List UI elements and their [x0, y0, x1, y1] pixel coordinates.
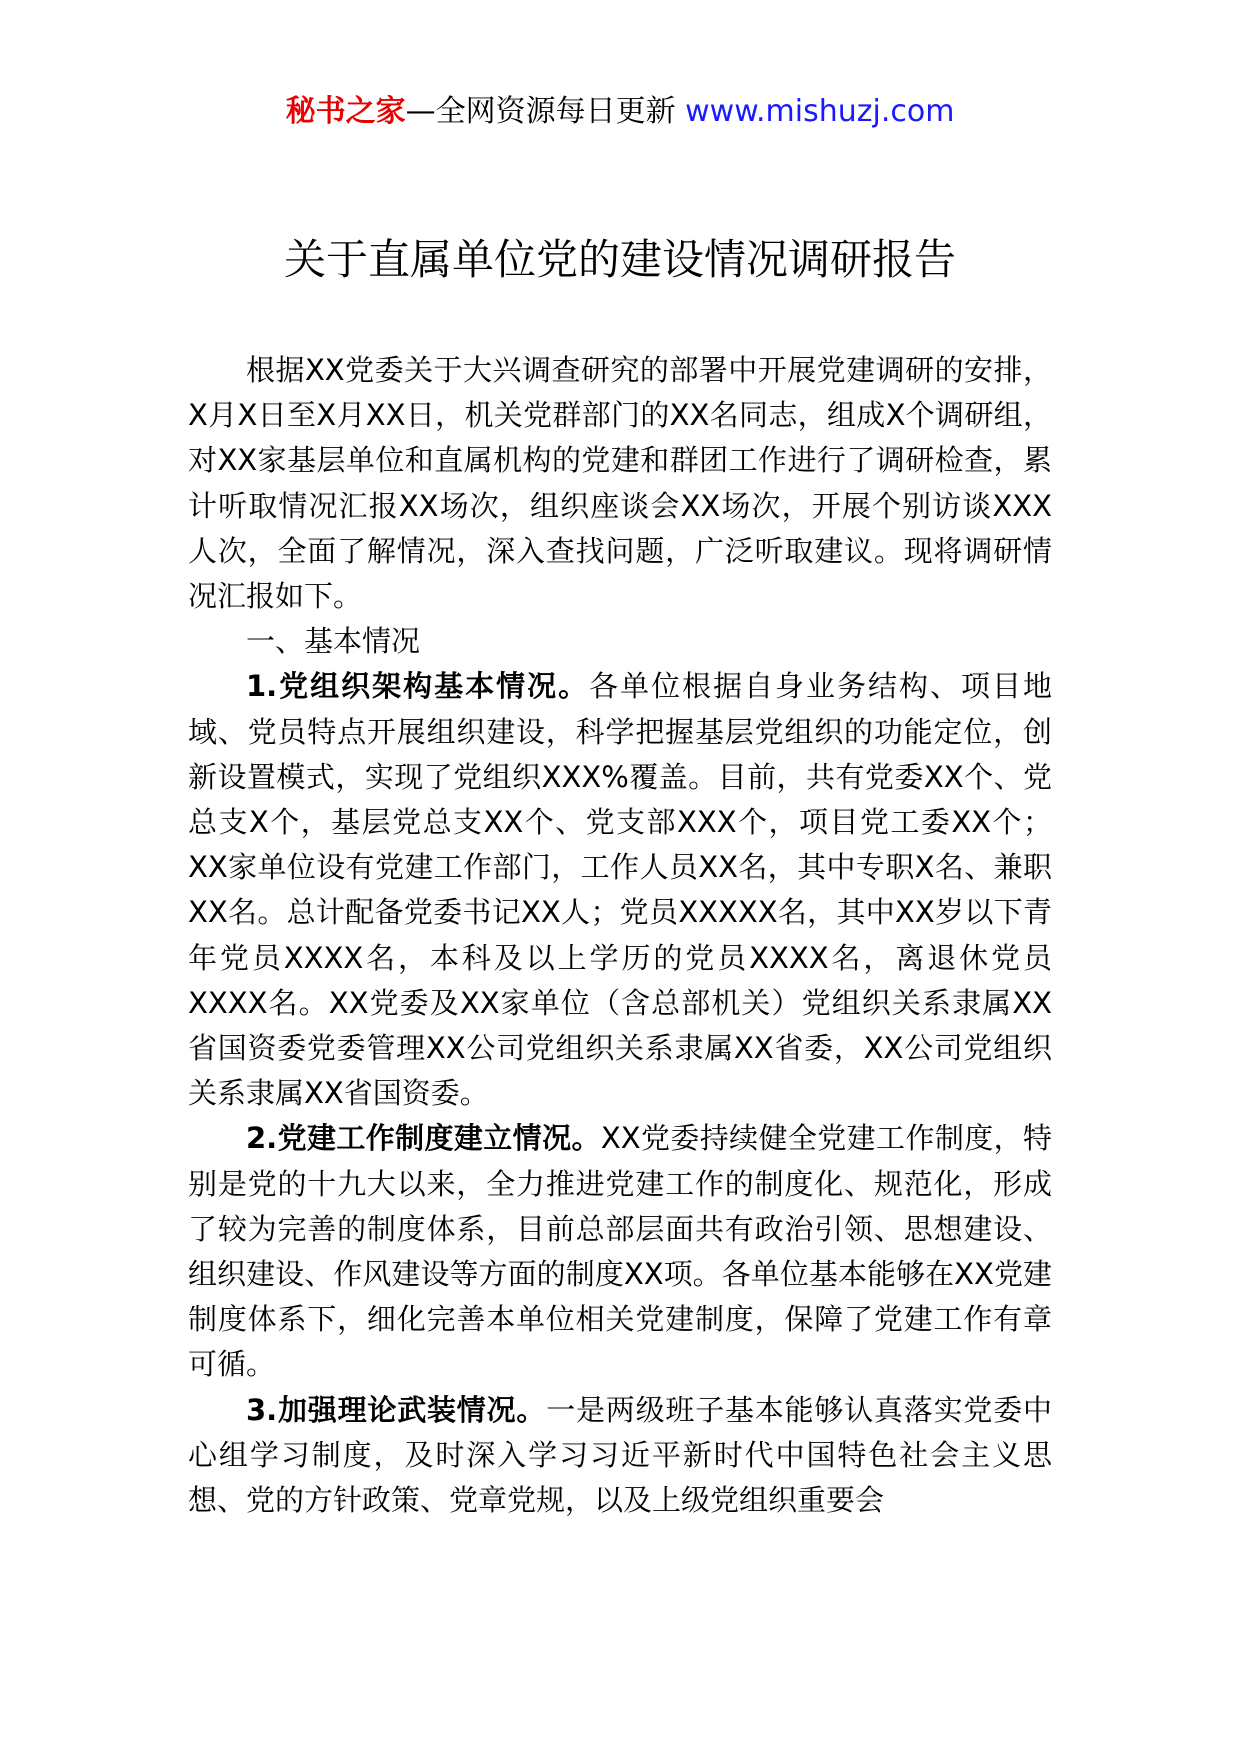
intro-paragraph: 根据XX党委关于大兴调查研究的部署中开展党建调研的安排，X月X日至X月XX日，机关党群部门的XX名同志，组成X个调研组，对XX家基层单位和直属机构的党建和群团工作进行了调研检查，累计听取情况汇报XX场次，组织座谈会XX场次，开展个别访谈XXX人次，全面了解情况，深入查找问题，广泛听取建议。现将调研情况汇报如下。	[188, 353, 1052, 614]
item-heading-1: 1.党组织架构基本情况。	[246, 669, 590, 704]
item-paragraph-3	[188, 1388, 1052, 1524]
brand-name: 秘书之家	[285, 94, 406, 129]
item-heading-3: 3.加强理论武装情况。	[246, 1392, 547, 1427]
site-header	[0, 92, 1240, 132]
section-heading-basic: 一、基本情况	[246, 624, 421, 659]
site-url-link[interactable]: www.mishuzj.com	[685, 94, 955, 129]
item-paragraph-1	[188, 664, 1052, 1116]
document-body	[188, 348, 1052, 1523]
item-paragraph-2	[188, 1116, 1052, 1387]
item-text-1: 各单位根据自身业务结构、项目地域、党员特点开展组织建设，科学把握基层党组织的功能定位，创新设置模式，实现了党组织XXX%覆盖。目前，共有党委XX个、党总支X个，基层党总支XX个、党支部XXX个，项目党工委XX个；XX家单位设有党建工作部门，工作人员XX名，其中专职X名、兼职XX名。总计配备党委书记XX人；党员XXXXX名，其中XX岁以下青年党员XXXX名，本科及以上学历的党员XXXX名，离退休党员XXXX名。XX党委及XX家单位（含总部机关）党组织关系隶属XX省国资委党委管理XX公司党组织关系隶属XX省委，XX公司党组织关系隶属XX省国资委。	[188, 669, 1052, 1111]
item-heading-2: 2.党建工作制度建立情况。	[246, 1121, 601, 1156]
header-slogan: —全网资源每日更新	[405, 94, 686, 129]
item-text-2: XX党委持续健全党建工作制度，特别是党的十九大以来，全力推进党建工作的制度化、规范化，形成了较为完善的制度体系，目前总部层面共有政治引领、思想建设、组织建设、作风建设等方面的制度XX项。各单位基本能够在XX党建制度体系下，细化完善本单位相关党建制度，保障了党建工作有章可循。	[188, 1121, 1052, 1382]
document-title: 关于直属单位党的建设情况调研报告	[283, 235, 956, 284]
item-text-3: 一是两级班子基本能够认真落实党委中心组学习制度，及时深入学习习近平新时代中国特色社会主义思想、党的方针政策、党章党规，以及上级党组织重要会	[188, 1392, 1052, 1518]
